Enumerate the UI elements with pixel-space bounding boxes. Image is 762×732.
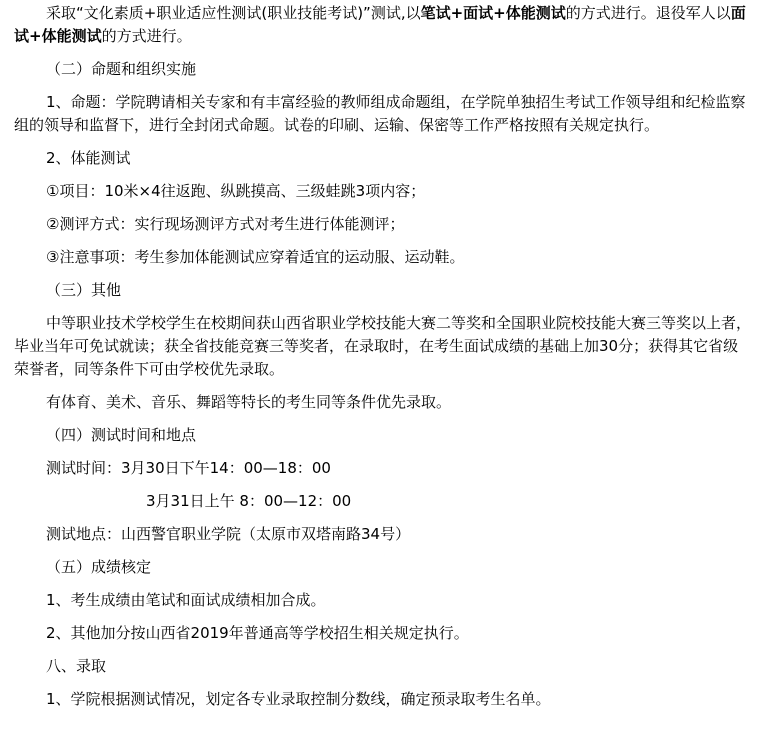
section5-item1: 1、考生成绩由笔试和面试成绩相加合成。	[46, 591, 326, 609]
section2-item2-c: ③注意事项：考生参加体能测试应穿着适宜的运动服、运动鞋。	[46, 248, 465, 266]
document-body	[0, 2, 762, 732]
intro-bold-1: 笔试+面试+体能测试	[420, 4, 566, 22]
section4-time1: 测试时间：3月30日下午14：00—18：00	[46, 459, 331, 477]
section2-heading: （二）命题和组织实施	[46, 60, 197, 78]
intro-text-3: 的方式进行。	[101, 27, 192, 45]
intro-text-1: 采取“文化素质+职业适应性测试(职业技能考试)”测试,以	[46, 4, 421, 22]
section8-item1: 1、学院根据测试情况，划定各专业录取控制分数线，确定预录取考生名单。	[46, 690, 551, 708]
intro-text-2: 的方式进行。退役军人以	[565, 4, 731, 22]
section4-heading: （四）测试时间和地点	[46, 426, 197, 444]
section3-para1: 中等职业技术学校学生在校期间获山西省职业学校技能大赛二等奖和全国职业院校技能大赛三等奖以上者，毕业当年可免试就读；获全省技能竞赛三等奖者，在录取时，在考生面试成绩的基础上加30分；获得其它省级荣誉者，同等条件下可由学校优先录取。	[14, 314, 752, 378]
section3-para2: 有体育、美术、音乐、舞蹈等特长的考生同等条件优先录取。	[46, 393, 452, 411]
section8-heading: 八、录取	[46, 657, 107, 675]
section4-time2: 3月31日上午 8：00—12：00	[146, 492, 352, 510]
intro-bold-2: 面试+体能测试	[14, 4, 746, 45]
section2-item2-a: ①项目：10米×4往返跑、纵跳摸高、三级蛙跳3项内容；	[46, 182, 426, 200]
section5-item2: 2、其他加分按山西省2019年普通高等学校招生相关规定执行。	[46, 624, 469, 642]
section4-place: 测试地点：山西警官职业学院（太原市双塔南路34号）	[46, 525, 411, 543]
intro-paragraph	[14, 2, 752, 48]
section2-item2-title: 2、体能测试	[46, 149, 131, 167]
section2-item2-b: ②测评方式：实行现场测评方式对考生进行体能测评；	[46, 215, 405, 233]
section5-heading: （五）成绩核定	[46, 558, 152, 576]
section3-heading: （三）其他	[46, 281, 122, 299]
section2-item1: 1、命题：学院聘请相关专家和有丰富经验的教师组成命题组，在学院单独招生考试工作领导组和纪检监察组的领导和监督下，进行全封闭式命题。试卷的印刷、运输、保密等工作严格按照有关规定执行。	[14, 93, 746, 134]
